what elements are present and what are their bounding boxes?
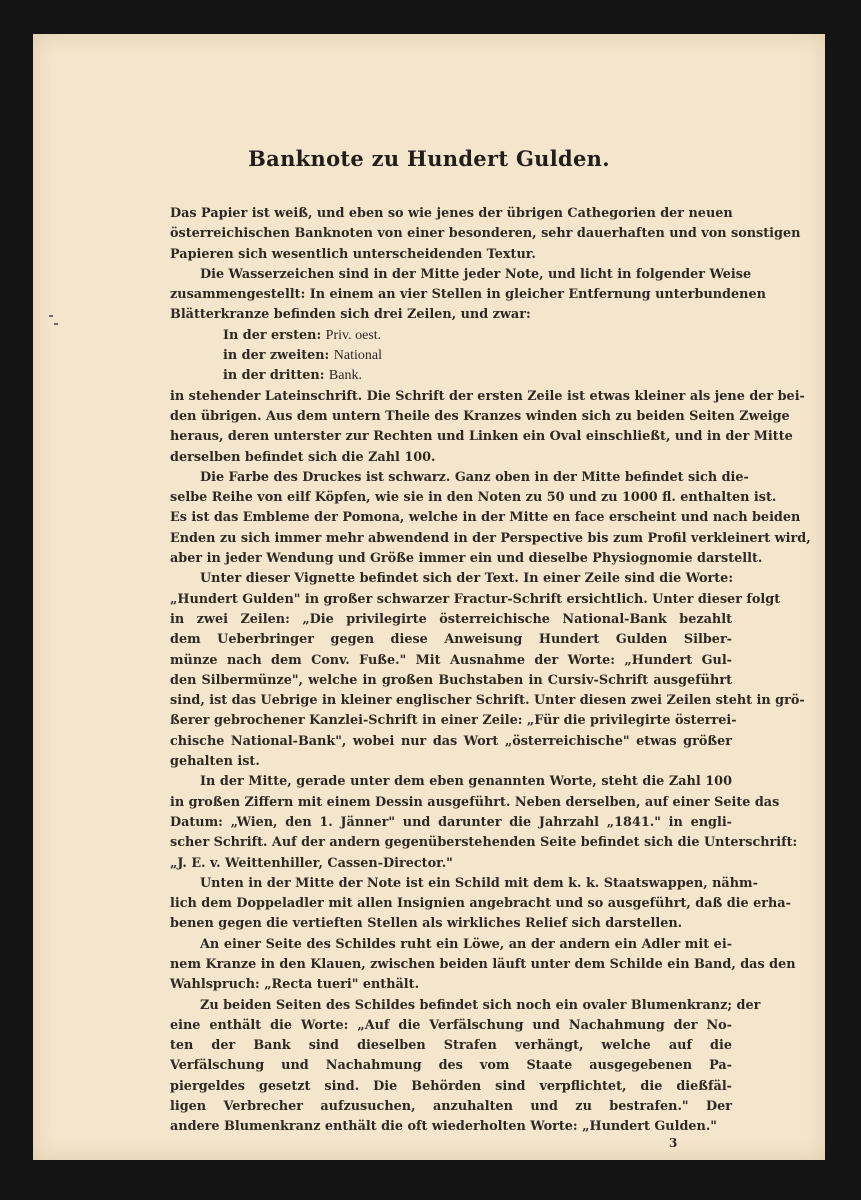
paragraph-line: scher Schrift. Auf der andern gegenüberstehenden Seite befindet sich die Unterschrift: xyxy=(170,835,798,851)
paragraph-line: Unten in der Mitte der Note ist ein Schild mit dem k. k. Staatswappen, nähm- xyxy=(200,875,758,891)
paragraph-line: in großen Ziffern mit einem Dessin ausgeführt. Neben derselben, auf einer Seite das xyxy=(170,794,780,810)
paragraph-line: derselben befindet sich die Zahl 100. xyxy=(170,449,436,465)
paragraph-line: sind, ist das Uebrige in kleiner englischer Schrift. Unter diesen zwei Zeilen steht in grö- xyxy=(170,693,805,709)
paragraph-line: in stehender Lateinschrift. Die Schrift der ersten Zeile ist etwas kleiner als jene der bei- xyxy=(170,388,805,404)
paragraph-line: lich dem Doppeladler mit allen Insignien angebracht und so ausgeführt, daß die erha- xyxy=(170,896,791,912)
paragraph-line: ten der Bank sind dieselben Strafen verhängt, welche auf die xyxy=(170,1038,732,1054)
paragraph-line: Blätterkranze befinden sich drei Zeilen, und zwar: xyxy=(170,307,531,323)
document-body xyxy=(170,204,811,1138)
paragraph-line: Verfälschung und Nachahmung des vom Staate ausgegebenen Pa- xyxy=(170,1058,732,1074)
watermark-label: in der zweiten: xyxy=(223,348,330,364)
paragraph-line: eine enthält die Worte: „Auf die Verfälschung und Nachahmung der No- xyxy=(170,1017,732,1033)
paragraph-line: andere Blumenkranz enthält die oft wiederholten Worte: „Hundert Gulden." xyxy=(170,1119,717,1135)
paragraph-line: österreichischen Banknoten von einer besonderen, sehr dauerhaften und von sonstigen xyxy=(170,226,801,242)
paragraph-line: münze nach dem Conv. Fuße." Mit Ausnahme der Worte: „Hundert Gul- xyxy=(170,652,732,668)
paragraph-line: Wahlspruch: „Recta tueri" enthält. xyxy=(170,977,420,993)
paragraph-line: in zwei Zeilen: „Die privilegirte österreichische National-Bank bezahlt xyxy=(170,611,732,627)
paragraph-line: Das Papier ist weiß, und eben so wie jenes der übrigen Cathegorien der neuen xyxy=(170,206,733,221)
paragraph-line: Die Farbe des Druckes ist schwarz. Ganz oben in der Mitte befindet sich die- xyxy=(200,469,749,485)
paragraph-line: „J. E. v. Weittenhiller, Cassen-Director." xyxy=(170,855,453,871)
paragraph-line: ßerer gebrochener Kanzlei-Schrift in einer Zeile: „Für die privilegirte österrei- xyxy=(170,713,737,729)
paragraph-line: Es ist das Embleme der Pomona, welche in der Mitte en face erscheint und nach beiden xyxy=(170,510,801,526)
paragraph-line: chische National-Bank", wobei nur das Wort „österreichische" etwas größer xyxy=(170,733,732,749)
paragraph-line: An einer Seite des Schildes ruht ein Löwe, an der andern ein Adler mit ei- xyxy=(200,936,732,952)
watermark-value: National xyxy=(333,348,382,364)
paragraph-line: den übrigen. Aus dem untern Theile des Kranzes winden sich zu beiden Seiten Zweige xyxy=(170,408,790,424)
paragraph-line: benen gegen die vertieften Stellen als wirkliches Relief sich darstellen. xyxy=(170,916,683,932)
document-page xyxy=(33,34,825,1160)
margin-mark xyxy=(49,315,53,317)
margin-mark xyxy=(54,323,58,325)
paragraph-line: den Silbermünze", welche in großen Buchstaben in Cursiv-Schrift ausgeführt xyxy=(170,672,732,688)
page-title: Banknote zu Hundert Gulden. xyxy=(248,146,610,172)
paragraph-line: heraus, deren unterster zur Rechten und Linken ein Oval einschließt, und in der Mitte xyxy=(170,429,793,445)
paragraph-line: Unter dieser Vignette befindet sich der Text. In einer Zeile sind die Worte: xyxy=(200,571,734,587)
paragraph-line: ligen Verbrecher aufzusuchen, anzuhalten und zu bestrafen." Der xyxy=(170,1099,732,1115)
paragraph-line: Zu beiden Seiten des Schildes befindet sich noch ein ovaler Blumenkranz; der xyxy=(200,997,761,1013)
watermark-line xyxy=(170,346,732,366)
paragraph-line: Die Wasserzeichen sind in der Mitte jeder Note, und licht in folgender Weise xyxy=(200,266,752,282)
watermark-label: In der ersten: xyxy=(223,327,322,343)
paragraph-line: dem Ueberbringer gegen diese Anweisung Hundert Gulden Silber- xyxy=(170,632,732,648)
paragraph-line: gehalten ist. xyxy=(170,754,260,770)
watermark-label: in der dritten: xyxy=(223,368,325,384)
watermark-line xyxy=(170,366,732,386)
paragraph-line: selbe Reihe von eilf Köpfen, wie sie in den Noten zu 50 und zu 1000 fl. enthalten ist. xyxy=(170,490,777,506)
watermark-line xyxy=(170,326,732,346)
paragraph-line: Papieren sich wesentlich unterscheidenden Textur. xyxy=(170,246,536,262)
paragraph-line: Enden zu sich immer mehr abwendend in der Perspective bis zum Profil verkleinert wird, xyxy=(170,530,811,546)
watermark-value: Bank. xyxy=(328,368,362,384)
paragraph-line: Datum: „Wien, den 1. Jänner" und darunter die Jahrzahl „1841." in engli- xyxy=(170,814,732,830)
paragraph-line: piergeldes gesetzt sind. Die Behörden sind verpflichtet, die dießfäl- xyxy=(170,1078,732,1094)
paragraph-line: nem Kranze in den Klauen, zwischen beiden läuft unter dem Schilde ein Band, das den xyxy=(170,956,796,972)
paragraph-line: „Hundert Gulden" in großer schwarzer Fractur-Schrift ersichtlich. Unter dieser folgt xyxy=(170,591,781,607)
page-number: 3 xyxy=(669,1136,678,1150)
paragraph-line: aber in jeder Wendung und Größe immer ein und dieselbe Physiognomie darstellt. xyxy=(170,551,763,567)
paragraph-line: In der Mitte, gerade unter dem eben genannten Worte, steht die Zahl 100 xyxy=(200,774,732,790)
watermark-value: Priv. oest. xyxy=(325,327,382,343)
paragraph-line: zusammengestellt: In einem an vier Stellen in gleicher Entfernung unterbundenen xyxy=(170,287,766,303)
